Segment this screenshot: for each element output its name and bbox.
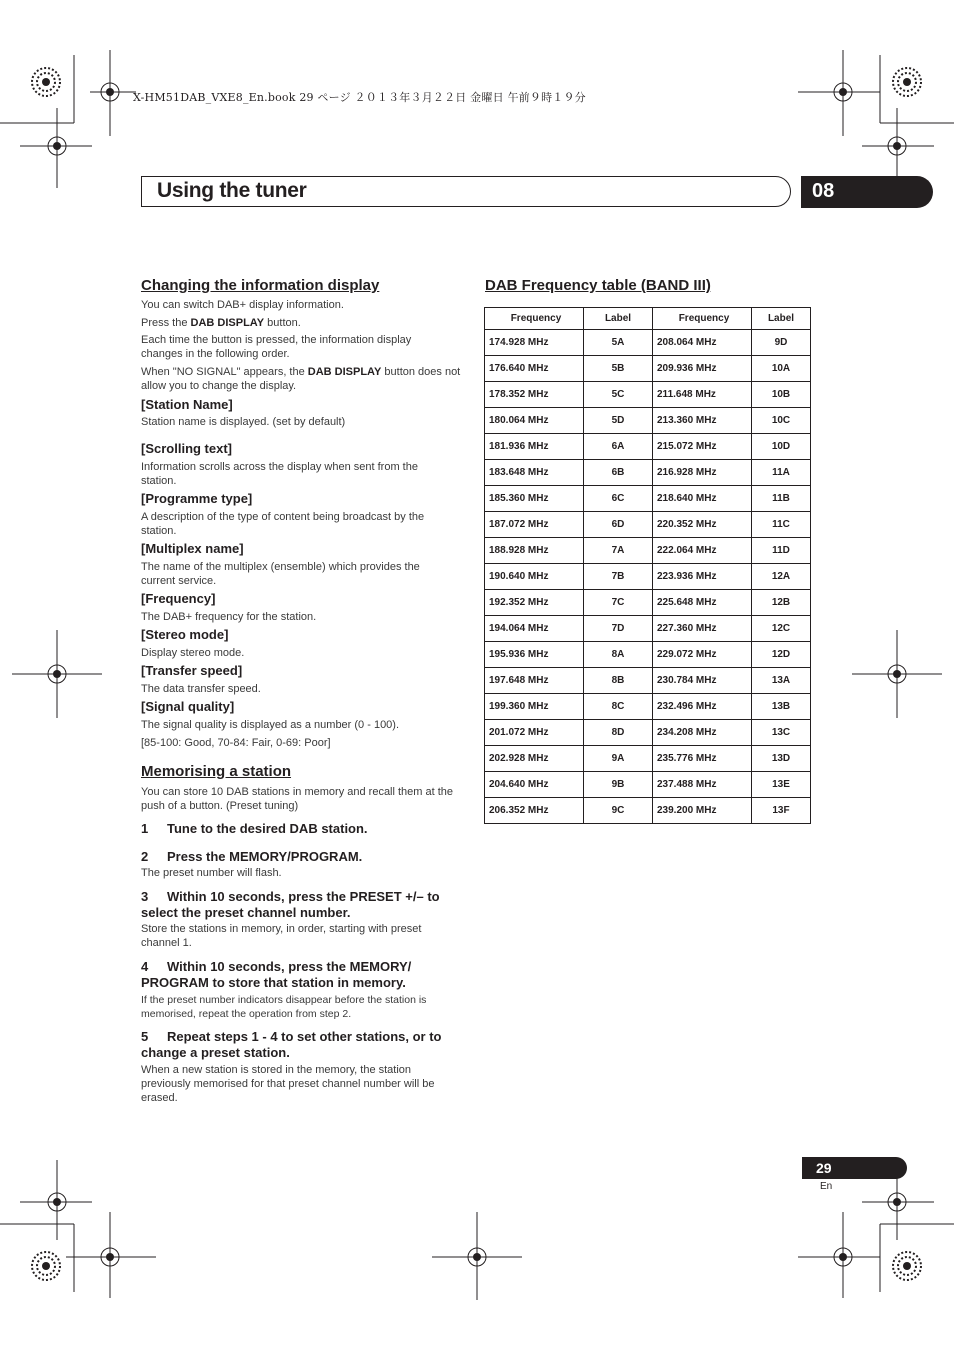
label-cell: 6A — [584, 434, 653, 460]
item-transfer-speed-desc: The data transfer speed. — [141, 683, 261, 695]
header-frequency: Frequency — [653, 308, 752, 330]
memorising-intro: You can store 10 DAB stations in memory and recall them at the push of a button. (Preset tuning) — [141, 786, 454, 812]
book-header: X-HM51DAB_VXE8_En.book 29 ページ ２０１３年３月２２日 金曜日 午前９時１９分 — [133, 91, 586, 104]
frequency-cell: 183.648 MHz — [485, 460, 584, 486]
frequency-cell: 223.936 MHz — [653, 564, 752, 590]
label-cell: 9D — [752, 330, 811, 356]
frequency-cell: 190.640 MHz — [485, 564, 584, 590]
label-cell: 12A — [752, 564, 811, 590]
label-cell: 7A — [584, 538, 653, 564]
memorising-heading: Memorising a station — [141, 763, 292, 780]
item-signal-quality-desc: The signal quality is displayed as a number (0 - 100). — [141, 719, 400, 731]
table-row — [485, 746, 811, 772]
frequency-cell: 199.360 MHz — [485, 694, 584, 720]
frequency-cell: 237.488 MHz — [653, 772, 752, 798]
item-frequency-desc: The DAB+ frequency for the station. — [141, 611, 317, 623]
label-cell: 5C — [584, 382, 653, 408]
step-2-note: The preset number will flash. — [141, 867, 282, 879]
item-multiplex-name-desc: The name of the multiplex (ensemble) which provides the current service. — [141, 561, 420, 587]
frequency-cell: 234.208 MHz — [653, 720, 752, 746]
label-cell: 5D — [584, 408, 653, 434]
table-row — [485, 720, 811, 746]
label-cell: 6D — [584, 512, 653, 538]
chapter-number: 08 — [812, 180, 835, 202]
label-cell: 5A — [584, 330, 653, 356]
table-row — [485, 642, 811, 668]
frequency-cell: 197.648 MHz — [485, 668, 584, 694]
label-cell: 9B — [584, 772, 653, 798]
label-cell: 10B — [752, 382, 811, 408]
table-row — [485, 382, 811, 408]
label-cell: 11A — [752, 460, 811, 486]
item-station-name-desc: Station name is displayed. (set by default) — [141, 416, 346, 428]
frequency-cell: 229.072 MHz — [653, 642, 752, 668]
label-cell: 11C — [752, 512, 811, 538]
frequency-cell: 216.928 MHz — [653, 460, 752, 486]
label-cell: 5B — [584, 356, 653, 382]
table-row — [485, 798, 811, 824]
label-cell: 7C — [584, 590, 653, 616]
freq-table-heading: DAB Frequency table (BAND III) — [485, 277, 711, 294]
label-cell: 6C — [584, 486, 653, 512]
frequency-cell: 220.352 MHz — [653, 512, 752, 538]
label-cell: 10C — [752, 408, 811, 434]
table-row — [485, 434, 811, 460]
item-frequency-title: [Frequency] — [141, 591, 216, 606]
label-cell: 9C — [584, 798, 653, 824]
frequency-cell: 218.640 MHz — [653, 486, 752, 512]
step-3: 3 Within 10 seconds, press the PRESET +/– to select the preset channel number. — [141, 889, 440, 920]
frequency-cell: 208.064 MHz — [653, 330, 752, 356]
table-row — [485, 564, 811, 590]
step-2: 2 Press the MEMORY/PROGRAM. — [141, 849, 363, 864]
item-programme-type-desc: A description of the type of content being broadcast by the station. — [141, 511, 425, 537]
header-label: Label — [752, 308, 811, 330]
frequency-cell: 232.496 MHz — [653, 694, 752, 720]
frequency-cell: 230.784 MHz — [653, 668, 752, 694]
header-frequency: Frequency — [485, 308, 584, 330]
frequency-cell: 206.352 MHz — [485, 798, 584, 824]
frequency-cell: 187.072 MHz — [485, 512, 584, 538]
step-1: 1 Tune to the desired DAB station. — [141, 821, 368, 836]
frequency-cell: 195.936 MHz — [485, 642, 584, 668]
table-row — [485, 330, 811, 356]
table-row — [485, 694, 811, 720]
frequency-cell: 202.928 MHz — [485, 746, 584, 772]
label-cell: 13B — [752, 694, 811, 720]
step-5: 5 Repeat steps 1 - 4 to set other stations, or to change a preset station. — [141, 1029, 442, 1060]
label-cell: 8A — [584, 642, 653, 668]
info-display-heading: Changing the information display — [141, 277, 380, 294]
label-cell: 11D — [752, 538, 811, 564]
frequency-cell: 194.064 MHz — [485, 616, 584, 642]
frequency-cell: 176.640 MHz — [485, 356, 584, 382]
item-multiplex-name-title: [Multiplex name] — [141, 541, 244, 556]
item-station-name-title: [Station Name] — [141, 397, 233, 412]
item-programme-type-title: [Programme type] — [141, 491, 253, 506]
table-row — [485, 486, 811, 512]
item-stereo-mode-title: [Stereo mode] — [141, 627, 229, 642]
label-cell: 10D — [752, 434, 811, 460]
label-cell: 6B — [584, 460, 653, 486]
label-cell: 11B — [752, 486, 811, 512]
table-row — [485, 668, 811, 694]
table-row — [485, 512, 811, 538]
header-label: Label — [584, 308, 653, 330]
frequency-cell: 239.200 MHz — [653, 798, 752, 824]
frequency-cell: 227.360 MHz — [653, 616, 752, 642]
frequency-cell: 215.072 MHz — [653, 434, 752, 460]
label-cell: 12D — [752, 642, 811, 668]
press-instruction: Press the DAB DISPLAY button. — [141, 317, 301, 329]
table-row — [485, 772, 811, 798]
label-cell: 8B — [584, 668, 653, 694]
frequency-cell: 174.928 MHz — [485, 330, 584, 356]
label-cell: 7D — [584, 616, 653, 642]
frequency-cell: 188.928 MHz — [485, 538, 584, 564]
label-cell: 12C — [752, 616, 811, 642]
table-row — [485, 538, 811, 564]
frequency-table — [484, 307, 811, 824]
frequency-cell: 201.072 MHz — [485, 720, 584, 746]
label-cell: 13D — [752, 746, 811, 772]
table-row — [485, 590, 811, 616]
label-cell: 13A — [752, 668, 811, 694]
label-cell: 12B — [752, 590, 811, 616]
info-display-intro: You can switch DAB+ display information. — [141, 299, 344, 311]
frequency-cell: 180.064 MHz — [485, 408, 584, 434]
page-number: 29 — [816, 1160, 832, 1176]
label-cell: 13E — [752, 772, 811, 798]
item-scrolling-text-title: [Scrolling text] — [141, 441, 233, 456]
frequency-cell: 211.648 MHz — [653, 382, 752, 408]
frequency-cell: 192.352 MHz — [485, 590, 584, 616]
label-cell: 10A — [752, 356, 811, 382]
step-4: 4 Within 10 seconds, press the MEMORY/ PROGRAM to store that station in memory. — [141, 959, 412, 990]
step-4-note: If the preset number indicators disappear before the station is memorised, repeat the operation from step 2. — [141, 994, 427, 1020]
label-cell: 9A — [584, 746, 653, 772]
step-5-note: When a new station is stored in the memory, the station previously memorised for that preset channel number will be erased. — [141, 1064, 435, 1104]
table-header-row — [485, 308, 811, 330]
step-3-note: Store the stations in memory, in order, starting with preset channel 1. — [141, 923, 422, 949]
frequency-cell: 225.648 MHz — [653, 590, 752, 616]
chapter-title: Using the tuner — [157, 179, 307, 202]
item-scrolling-text-desc: Information scrolls across the display when sent from the station. — [141, 461, 418, 487]
table-row — [485, 408, 811, 434]
table-row — [485, 460, 811, 486]
each-time-note: Each time the button is pressed, the information display changes in the following order. — [141, 334, 412, 360]
label-cell: 13F — [752, 798, 811, 824]
item-stereo-mode-desc: Display stereo mode. — [141, 647, 245, 659]
signal-quality-scale: [85-100: Good, 70-84: Fair, 0-69: Poor] — [141, 737, 331, 749]
label-cell: 8C — [584, 694, 653, 720]
frequency-cell: 213.360 MHz — [653, 408, 752, 434]
frequency-cell: 178.352 MHz — [485, 382, 584, 408]
table-row — [485, 616, 811, 642]
item-signal-quality-title: [Signal quality] — [141, 699, 235, 714]
label-cell: 7B — [584, 564, 653, 590]
item-transfer-speed-title: [Transfer speed] — [141, 663, 243, 678]
page-language: En — [820, 1181, 833, 1192]
label-cell: 8D — [584, 720, 653, 746]
table-row — [485, 356, 811, 382]
frequency-cell: 185.360 MHz — [485, 486, 584, 512]
frequency-cell: 209.936 MHz — [653, 356, 752, 382]
frequency-cell: 235.776 MHz — [653, 746, 752, 772]
label-cell: 13C — [752, 720, 811, 746]
frequency-cell: 222.064 MHz — [653, 538, 752, 564]
frequency-cell: 204.640 MHz — [485, 772, 584, 798]
no-signal-note: When "NO SIGNAL" appears, the DAB DISPLAY button does not allow you to change the display. — [141, 366, 461, 392]
frequency-cell: 181.936 MHz — [485, 434, 584, 460]
